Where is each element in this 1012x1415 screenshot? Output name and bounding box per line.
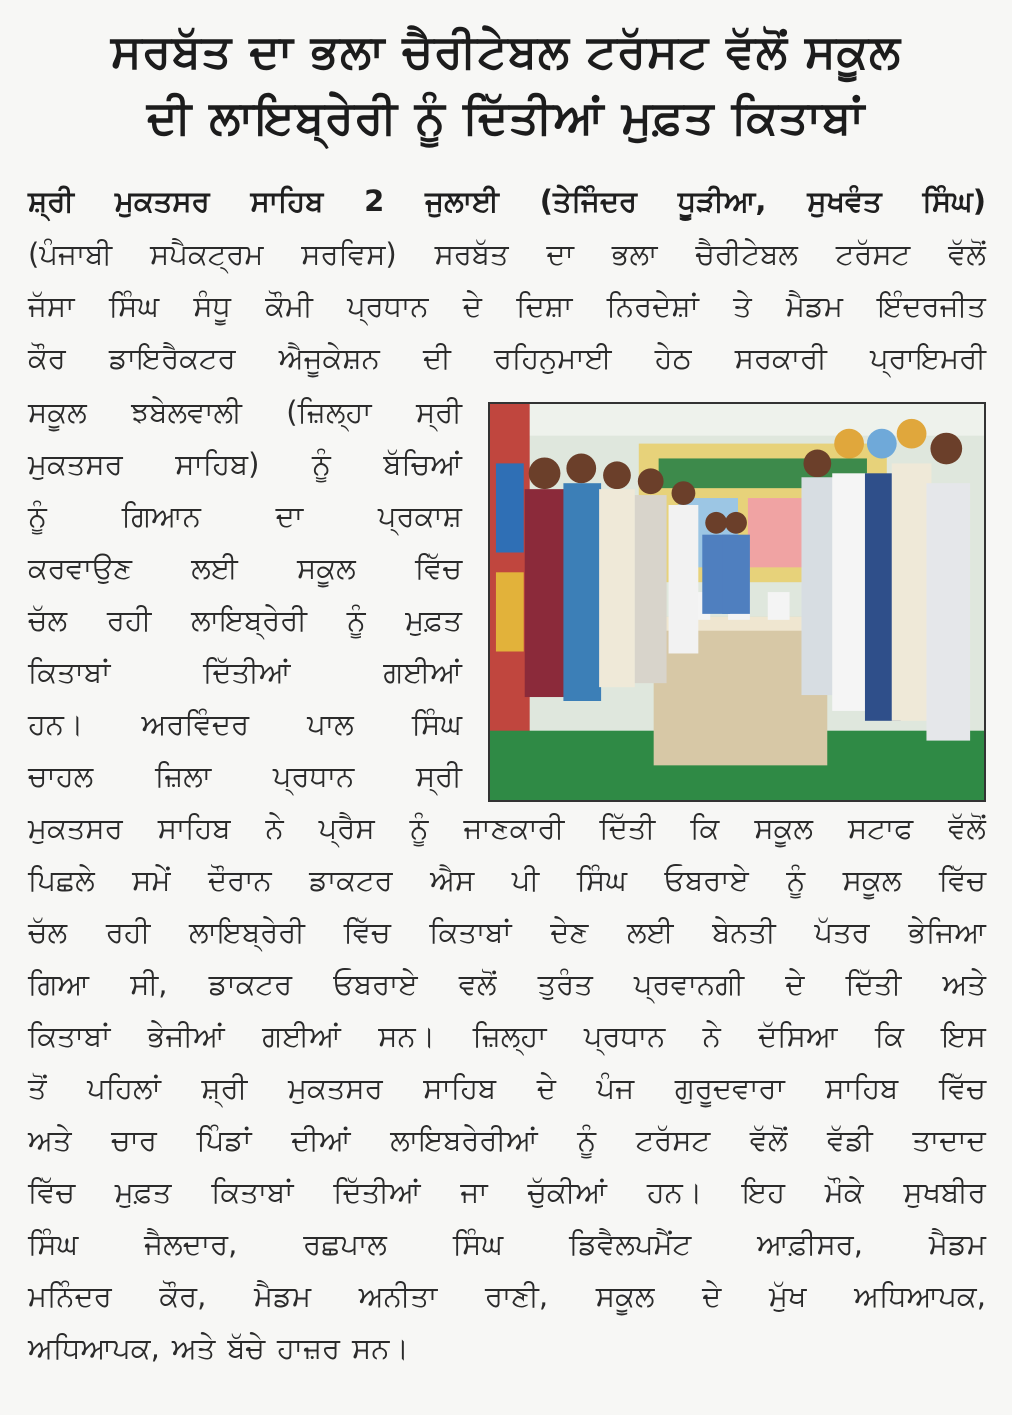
word: ਕਿਤਾਬਾਂ [28, 1019, 111, 1053]
word: ਪੀ [511, 863, 540, 897]
word: ਆਫ਼ੀਸਰ, [757, 1227, 863, 1261]
word: ਦੌਰਾਨ [208, 863, 272, 897]
word: ਕੌਰ, [159, 1279, 207, 1313]
word: ਪ੍ਰਧਾਨ [583, 1019, 666, 1053]
word: ਮਨਿੰਦਰ [28, 1279, 112, 1313]
word: ਅਤੇ [171, 1331, 216, 1365]
word: ਲਾਇਬਰੇਰੀਆਂ [390, 1123, 538, 1157]
word: ਦੇ [785, 967, 805, 1001]
word: ਲਈ [191, 551, 238, 585]
word: ਅਤੇ [28, 1123, 72, 1157]
word: ਰਾਣੀ, [485, 1279, 549, 1313]
word: ਪਹਿਲਾਂ [87, 1071, 161, 1105]
word: ਸਨ। [351, 1331, 409, 1365]
word: ਪ੍ਰਧਾਨ [272, 759, 355, 793]
word: ਜੱਸਾ [28, 289, 75, 323]
body-line [28, 332, 986, 384]
body-line [28, 1114, 986, 1166]
word: ਵਿੱਚ [414, 551, 462, 585]
word: ਮੁਫ਼ਤ [405, 603, 462, 637]
word: (ਜ਼ਿਲ੍ਹਾ [286, 395, 372, 429]
word: ਪਿੰਡਾਂ [196, 1123, 252, 1157]
word: ਪਿਛਲੇ [28, 863, 95, 897]
word: ਸੁਖਬੀਰ [903, 1175, 986, 1209]
word: ਸਰਵਿਸ) [301, 237, 397, 271]
word: ਸਿੰਘ [452, 1227, 504, 1261]
word: ਦਾ [546, 237, 574, 271]
word: ਵਿੱਚ [28, 1175, 76, 1209]
word: ਧੂੜੀਆ, [677, 184, 767, 218]
body-line [28, 854, 986, 906]
word: ਵੱਲੋਂ [948, 237, 986, 271]
word: ਬੱਚੇ [227, 1331, 265, 1365]
word: ਜਾ [460, 1175, 488, 1209]
word: ਪੱਤਰ [814, 915, 870, 949]
word: ਵੱਡੀ [827, 1123, 873, 1157]
word: ਕਿਤਾਬਾਂ [211, 1175, 294, 1209]
word: ਗਈਆਂ [383, 655, 462, 689]
word: ਦਿੱਤੀ [845, 967, 902, 1001]
word: ਚੱਲ [28, 603, 68, 637]
word: ਡਾਇਰੈਕਟਰ [108, 341, 236, 375]
word: ਕੌਰ [28, 341, 66, 375]
word: ਇਹ [742, 1175, 786, 1209]
body-line [28, 438, 462, 490]
headline-line-2: ਦੀ ਲਾਇਬ੍ਰੇਰੀ ਨੂੰ ਦਿੱਤੀਆਂ ਮੁਫ਼ਤ ਕਿਤਾਬਾਂ [146, 90, 866, 144]
word: ਟਰੱਸਟ [635, 1123, 711, 1157]
word: ਪੰਜ [596, 1071, 635, 1105]
word: ਨੂੰ [28, 499, 47, 533]
word: ਚੁੱਕੀਆਂ [527, 1175, 608, 1209]
word: ਸਰਕਾਰੀ [734, 341, 827, 375]
body-line [28, 646, 462, 698]
word: ਨੇ [702, 1019, 721, 1053]
word: ਕਿਤਾਬਾਂ [429, 915, 512, 949]
word: ਐਜੂਕੇਸ਼ਨ [278, 341, 380, 375]
word: ਲਈ [627, 915, 674, 949]
word: ਚੱਲ [28, 915, 68, 949]
word: ਸਿੰਘ [108, 289, 160, 323]
word: ਇਸ [941, 1019, 986, 1053]
word: ਭਲਾ [611, 237, 658, 271]
word: ਕੌਮੀ [265, 289, 313, 323]
body-line [28, 1010, 986, 1062]
word: ਸਕੂਲ [297, 551, 356, 585]
word: ਸ੍ਰੀ [415, 395, 462, 429]
word: ਰਹਿਨੁਮਾਈ [494, 341, 612, 375]
body-line [28, 1166, 986, 1218]
word: ਝਬੇਲਵਾਲੀ [131, 395, 242, 429]
word: ਤੇ [733, 289, 752, 323]
word: ਮੈਡਮ [254, 1279, 312, 1313]
word: ਸੁਖਵੰਤ [807, 184, 882, 218]
word: ਕਿ [690, 811, 720, 845]
body-line [28, 750, 462, 802]
word: ਲਾਇਬ੍ਰੇਰੀ [191, 603, 307, 637]
word: ਪ੍ਰਵਾਨਗੀ [633, 967, 745, 1001]
word: ਦਾ [275, 499, 304, 533]
word: ਗੁਰੂਦਵਾਰਾ [674, 1071, 785, 1105]
word: ਸ੍ਰੀ [415, 759, 462, 793]
word: ਸਪੈਕਟ੍ਰਮ [149, 237, 264, 271]
body-line [28, 490, 462, 542]
word: ਸਟਾਫ [848, 811, 914, 845]
word: ਅਨੀਤਾ [358, 1279, 438, 1313]
word: ਭੇਜਿਆ [908, 915, 986, 949]
word: ਵਲੋਂ [458, 967, 497, 1001]
word: ਸਾਹਿਬ [250, 184, 324, 218]
word: ਸ਼੍ਰੀ [201, 1071, 248, 1105]
body-line [28, 594, 462, 646]
word: ਸਨ। [378, 1019, 436, 1053]
word: ਸਮੇਂ [132, 863, 171, 897]
body-line [28, 542, 462, 594]
body-line [28, 1062, 986, 1114]
word: ਜੁਲਾਈ [425, 184, 499, 218]
word: ਅਧਿਆਪਕ, [28, 1331, 160, 1365]
body-line [28, 802, 986, 854]
word: ਗਿਆ [28, 967, 90, 1001]
word: ਨੂੰ [311, 447, 331, 481]
word: ਨੂੰ [786, 863, 806, 897]
article-photo [488, 402, 986, 802]
word: (ਪੰਜਾਬੀ [28, 237, 113, 271]
word: ਦੱਸਿਆ [758, 1019, 838, 1053]
word: ਦੀ [422, 341, 451, 375]
word: ਵੱਲੋਂ [749, 1123, 788, 1157]
word: ਕਿਤਾਬਾਂ [28, 655, 111, 689]
word: ਦੇਣ [550, 915, 589, 949]
word: ਚਾਰ [111, 1123, 157, 1157]
word: ਸਿੰਘ) [922, 184, 986, 218]
word: ਮੁਕਤਸਰ [114, 184, 210, 218]
word: ਚਾਹਲ [28, 759, 94, 793]
word: ਵਿੱਚ [343, 915, 391, 949]
word: ਸਿੰਘ [576, 863, 627, 897]
word: ਪ੍ਰਕਾਸ਼ [377, 499, 462, 533]
body-line [28, 906, 986, 958]
dateline [28, 175, 986, 227]
word: ਦੇ [536, 1071, 556, 1105]
word: ਰਛਪਾਲ [303, 1227, 387, 1261]
word: ਟਰੱਸਟ [835, 237, 911, 271]
word: ਦਿੱਤੀ [599, 811, 656, 845]
word: ਐਸ [430, 863, 475, 897]
word: ਤੁਰੰਤ [537, 967, 593, 1001]
headline [18, 18, 994, 150]
word: ਰਹੀ [106, 603, 152, 637]
word: ਪਾਲ [307, 707, 354, 741]
word: ਦਿੱਤੀਆਂ [333, 1175, 421, 1209]
word: ਰਹੀ [105, 915, 151, 949]
body-line [28, 1218, 986, 1270]
word: ਵੱਲੋਂ [948, 811, 986, 845]
word: ਦੀਆਂ [291, 1123, 351, 1157]
word: ਬੇਨਤੀ [712, 915, 776, 949]
word: ਸਿੰਘ [28, 1227, 79, 1261]
word: ਹਾਜ਼ਰ [276, 1331, 340, 1365]
word: ਸਰਬੱਤ [434, 237, 509, 271]
word: ਪ੍ਰਧਾਨ [347, 289, 429, 323]
word: ਜਾਣਕਾਰੀ [463, 811, 565, 845]
word: ਦੇ [462, 289, 482, 323]
word: ਜ਼ਿਲਾ [154, 759, 212, 793]
word: ਓਬਰਾਏ [333, 967, 418, 1001]
word: (ਤੇਜਿੰਦਰ [539, 184, 638, 218]
word: ਹਨ। [646, 1175, 703, 1209]
word: ਸੀ, [130, 967, 168, 1001]
word: ਸੰਧੂ [193, 289, 231, 323]
word: ਦਿੱਤੀਆਂ [203, 655, 291, 689]
word: ਜੈਲਦਾਰ, [144, 1227, 238, 1261]
word: 2 [364, 184, 385, 218]
word: ਸਕੂਲ [842, 863, 902, 897]
body-line [28, 280, 986, 332]
word: ਦਿਸ਼ਾ [516, 289, 573, 323]
word: ਸਕੂਲ [754, 811, 814, 845]
word: ਸਕੂਲ [595, 1279, 655, 1313]
body-line [28, 958, 986, 1010]
word: ਜ਼ਿਲ੍ਹਾ [472, 1019, 547, 1053]
word: ਮੈਡਮ [928, 1227, 986, 1261]
body-line [28, 1322, 986, 1374]
word: ਮੁੱਖ [769, 1279, 807, 1313]
word: ਮੁਕਤਸਰ [288, 1071, 383, 1105]
word: ਕਿ [874, 1019, 904, 1053]
word: ਡਿਵੈਲਪਮੈਂਟ [568, 1227, 692, 1261]
word: ਦੇ [702, 1279, 722, 1313]
word: ਗਈਆਂ [262, 1019, 341, 1053]
word: ਸਿੰਘ [411, 707, 462, 741]
body-line [28, 228, 986, 280]
word: ਤਾਦਾਦ [912, 1123, 986, 1157]
headline-line-1: ਸਰਬੱਤ ਦਾ ਭਲਾ ਚੈਰੀਟੇਬਲ ਟਰੱਸਟ ਵੱਲੋਂ ਸਕੂਲ [110, 24, 902, 78]
word: ਸਾਹਿਬ [825, 1071, 899, 1105]
word: ਓਬਰਾਏ [664, 863, 749, 897]
word: ਗਿਆਨ [121, 499, 201, 533]
word: ਨੂੰ [346, 603, 366, 637]
word: ਚੈਰੀਟੇਬਲ [695, 237, 798, 271]
word: ਹਨ। [28, 707, 84, 741]
word: ਮੁਕਤਸਰ [28, 811, 123, 845]
word: ਵਿੱਚ [938, 863, 986, 897]
body-line [28, 698, 462, 750]
word: ਨੂੰ [577, 1123, 597, 1157]
word: ਡਾਕਟਰ [309, 863, 393, 897]
word: ਬੱਚਿਆਂ [383, 447, 462, 481]
word: ਨੇ [265, 811, 284, 845]
word: ਅਤੇ [942, 967, 986, 1001]
word: ਮੁਫ਼ਤ [114, 1175, 172, 1209]
word: ਮੈਡਮ [785, 289, 843, 323]
word: ਲਾਇਬ੍ਰੇਰੀ [189, 915, 305, 949]
word: ਮੁਕਤਸਰ [28, 447, 123, 481]
word: ਸਕੂਲ [28, 395, 87, 429]
word: ਭੇਜੀਆਂ [147, 1019, 225, 1053]
body-line [28, 386, 462, 438]
body-line [28, 1270, 986, 1322]
word: ਨੂੰ [409, 811, 429, 845]
group-photo-icon [490, 404, 984, 800]
word: ਅਧਿਆਪਕ, [854, 1279, 986, 1313]
word: ਇੰਦਰਜੀਤ [877, 289, 986, 323]
word: ਅਰਵਿੰਦਰ [141, 707, 250, 741]
word: ਮੌਕੇ [824, 1175, 864, 1209]
word: ਤੋਂ [28, 1071, 47, 1105]
word: ਪ੍ਰਾਇਮਰੀ [869, 341, 986, 375]
word: ਸਾਹਿਬ) [175, 447, 260, 481]
word: ਪ੍ਰੈਸ [318, 811, 375, 845]
word: ਸ਼੍ਰੀ [28, 184, 75, 218]
word: ਨਿਰਦੇਸ਼ਾਂ [606, 289, 699, 323]
word: ਸਾਹਿਬ [423, 1071, 497, 1105]
word: ਸਾਹਿਬ [157, 811, 231, 845]
word: ਡਾਕਟਰ [208, 967, 293, 1001]
word: ਕਰਵਾਉਣ [28, 551, 133, 585]
word: ਹੇਠ [654, 341, 692, 375]
word: ਵਿੱਚ [938, 1071, 986, 1105]
